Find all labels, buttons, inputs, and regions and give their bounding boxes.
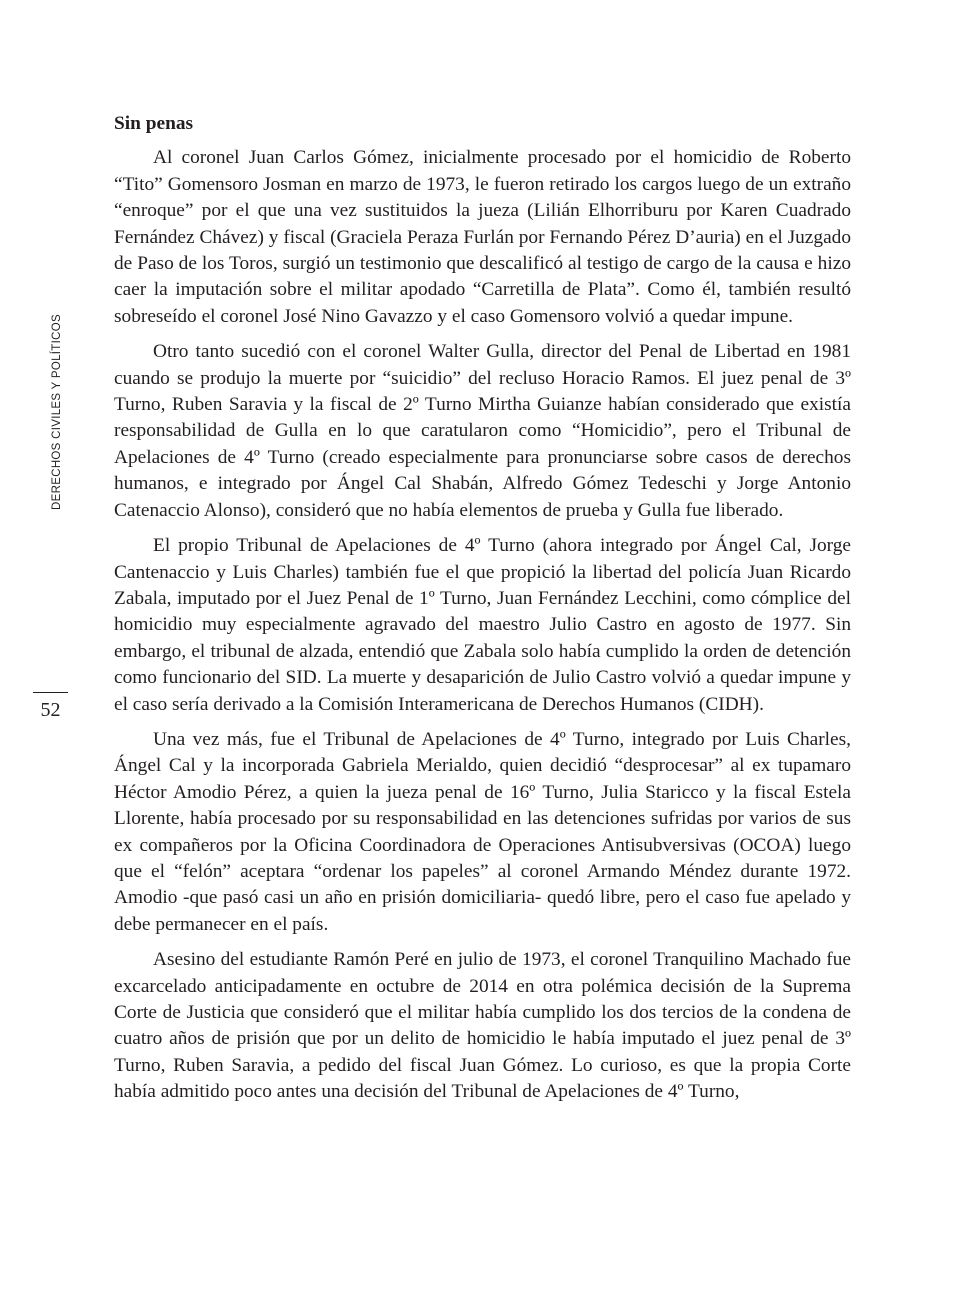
body-text	[114, 111, 851, 1115]
paragraph: Una vez más, fue el Tribunal de Apelaciones de 4º Turno, integrado por Luis Charles, Ángel Cal y la incorporada Gabriela Merialdo, quien decidió “desprocesar” al ex tupamaro Héctor Amodio Pérez, a quien la jueza penal de 16º Turno, Julia Staricco y la fiscal Estela Llorente, había procesado por su responsabilidad en las detenciones sufridas por varios de sus ex compañeros por la Oficina Coordinadora de Operaciones Antisubversivas (OCOA) luego que el “felón” aceptara “ordenar los papeles” al coronel Armando Méndez durante 1972. Amodio -que pasó casi un año en prisión domiciliaria- quedó libre, pero el caso fue apelado y debe permanecer en el país.	[114, 728, 851, 935]
page-number: 52	[40, 699, 61, 721]
running-title: DERECHOS CIVILES Y POLÍTICOS	[51, 314, 63, 510]
paragraph: Al coronel Juan Carlos Gómez, inicialmente procesado por el homicidio de Roberto “Tito” Gomensoro Josman en marzo de 1973, le fueron retirado los cargos luego de un extraño “enroque” por el que una vez sustituidos la jueza (Lilián Elhorriburu por Karen Cuadrado Fernández Chávez) y fiscal (Graciela Peraza Furlán por Fernando Pérez D’auria) en el Juzgado de Paso de los Toros, surgió un testimonio que descalificó al testigo de cargo de la causa e hizo caer la imputación sobre el militar apodado “Carretilla de Plata”. Como él, también resultó sobreseído el coronel José Nino Gavazzo y el caso Gomensoro volvió a quedar impune.	[114, 147, 851, 327]
paragraph: Asesino del estudiante Ramón Peré en julio de 1973, el coronel Tranquilino Machado fue excarcelado anticipadamente en octubre de 2014 en otra polémica decisión de la Suprema Corte de Justicia que consideró que el militar había cumplido los dos tercios de la condena de cuatro años de prisión que por un delito de homicidio le había imputado el juez penal de 3º Turno, Ruben Saravia, a pedido del fiscal Juan Gómez. Lo curioso, es que la propia Corte había admitido poco antes una decisión del Tribunal de Apelaciones de 4º Turno,	[114, 949, 851, 1103]
page-number-rule	[33, 692, 68, 693]
section-heading: Sin penas	[114, 113, 194, 134]
paragraph: Otro tanto sucedió con el coronel Walter Gulla, director del Penal de Libertad en 1981 cuando se produjo la muerte por “suicidio” del recluso Horacio Ramos. El juez penal de 3º Turno, Ruben Saravia y la fiscal de 2º Turno Mirtha Guianze habían considerado que existía responsabilidad de Gulla en lo que caratularon como “Homicidio”, pero el Tribunal de Apelaciones de 4º Turno (creado especialmente para pronunciarse sobre casos de derechos humanos, e integrado por Ángel Cal Shabán, Alfredo Gómez Tedeschi y Jorge Antonio Catenaccio Alonso), consideró que no había elementos de prueba y Gulla fue liberado.	[114, 341, 851, 521]
paragraph: El propio Tribunal de Apelaciones de 4º Turno (ahora integrado por Ángel Cal, Jorge Cantenaccio y Luis Charles) también fue el que propició la libertad del policía Juan Ricardo Zabala, imputado por el Juez Penal de 1º Turno, Juan Fernández Lecchini, como cómplice del homicidio muy especialmente agravado del maestro Julio Castro en agosto de 1977. Sin embargo, el tribunal de alzada, entendió que Zabala solo había cumplido la orden de detención como funcionario del SID. La muerte y desaparición de Julio Castro volvió a quedar impune y el caso sería derivado a la Comisión Interamericana de Derechos Humanos (CIDH).	[114, 535, 851, 715]
